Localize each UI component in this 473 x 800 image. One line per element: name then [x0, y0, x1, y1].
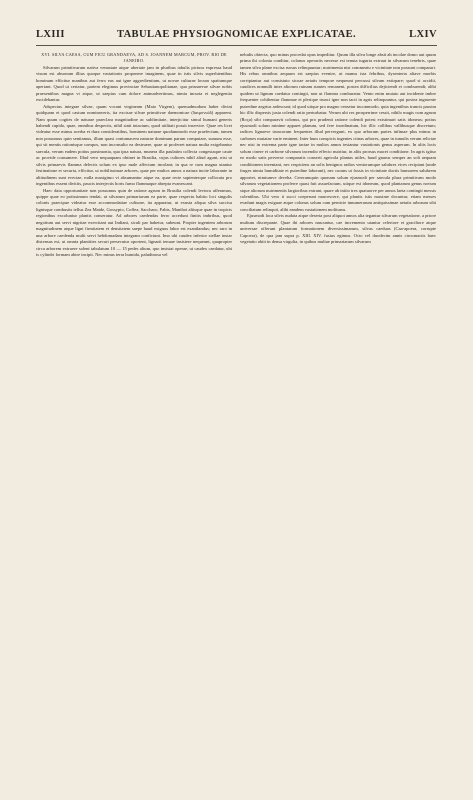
right-column: [240, 52, 436, 246]
plate-title: XVI. SILVA CAESA, CUM FICU GRANDAEVA, AD S. JOANNEM MARCUM, PROV. RIO DE JANEIRO.: [41, 52, 227, 64]
paragraph: Silvarum primitivarum nativa venustate atque ubertate jam in pluribus tabulis pictura expressa haud visum est absonum illius quoque vastationis proponere imaginem, quae in istis silvis superhientibus hominum efficitur manibus aut ferro eas aut igne aggredientium, ut novae culturae locum spatiumque aperiant. Quod ut certatur, partem elegimus provinciae Sebastianopolitanae, qua prisnaevae silvae nobis praesentibus magna vi atque, ut saepius cum dolore animadvertimus, nimia incuria et neglegentia excidebantur.: [36, 64, 232, 103]
paragraph: Adspectus integrae silvae, quam vocant virgineam (Mato Virgem), quemadmodum haber divini quidquam et quod castum nominaveris, ita excisae silvae primitivae daemonicae (δαιμονιώδ) apparent. Nam quum cogites de naturae praeclara magnitudine ac sublimitate, interjicitur simul humani generis habendi cupido, quae, omnibus despectis, nihil sinit intactum, quod utilitati possit inservire. Quae res licet videatur esse minus acerba et dura consideratibus, hominem naturae quodammodo esse praefectum, tamen non possumus quin sentiamus, illum quasi contumacem naturae dominum parum computare, sumum esse, qui sit mentis rationisque compos, non inconsulto ea destruere, quae ut proferret natura multa exigebantur saecula, verum eadem potius parsimonia, qua ipsa natura, munera illa paulatim collecta congestaque caute ac provide consumere. Illud vero nequaquam obtinet in Brasilia, cujus cultores nihil aliud agunt, nisi ut silvis primaevis flamma delectis solum ex ipso male affectum incolant; in qua re cum magna utantur festinatione et securia, efficitur, ut nobilissimae arbores, quae per multos annos a natura incite laborante in altitudinem sunt evectae, nulla maxigimo vi absumantur atque ea, quae recte sapienterque collocata pro ingentibus essent divitiis, paucis interjectis horis fumo flammaque abrepta evanescant.: [36, 103, 232, 187]
page-number-right: LXIV: [409, 29, 437, 40]
running-header: [36, 29, 437, 41]
header-rule: [36, 45, 437, 46]
running-title: TABULAE PHYSIOGNOMICAE EXPLICATAE.: [116, 29, 357, 40]
left-column: [36, 52, 232, 259]
paragraph: Ejusmodi loca silvis nudata atque deserta post aliquot annos alia tegantur silvarum vegetatione, a priore multum discrepante. Quae ibi arbores nascuntur, cae incremento utantur celeriore et graciliore atque universae offerunt plantarum formationem diversissimarum, silvas caeduas (Caa-apoera, corrupte Capoera), de qua jam supra p. XIII. XIV. fusius egimus. Octo vel duodecim annis circumactis haec vegetatio abiit in densa virgulta, in quibus multae primariarum silvarum: [240, 213, 436, 245]
page-number-left: LXIII: [36, 29, 65, 40]
paragraph: Haec data opportunitate non possumus quin de ratione agrum in Brasilia colendi leviora afferamus, quippe quae eo potissimum tendat, ut silvarum primariarum ea parte, quae respectu habito loci singulis colonis praecipue videatur esse accommodatiae culturae, ita apparatur, ut exusta aliqua silva succisa lignisque combustis tellus Zea Maide, Gossypio, Coffea, Saccharo, Fabis, Manihot aliisque quae in tropicis regionibus excoluntur plantis conseratur. Ad arbores caedendas ferro accedunt finitis imbribus, quod negotium aut servi nigritae exercitant aut Indiani, siculi par habetur, subeunt. Propter ingentem arborum magnitudinem atque ligni firmitatem et densitatem saepe haud exiguus labor est exantlandus; nec raro in una arbore caedenda multi servi hebdomadam integram conficiunt. Imo ubi caudex inferior stellae instar distensus est, ut omnia plantities securi persecutur oportent, lignarii tenuae insistere nequeunt, quapropter circa arborem extruere solent tabulatum 10 — 15 pedes altum, quo insistat operae, ut caudex caedatur, ubi is cylindri formam abire incipit. Nec minus terra humida, paludinosa vel: [36, 187, 232, 258]
paragraph: nebulis obtecta, quo minus procedat opus impeditur. Quum illa silva longe absit ab incolae domo aut quum prima ibi colonia conditur, colonus operariis necesse est tenuia tuguria extruat in silvarum tenebris, quae tamen silva plane excisa rursus relinquuntur; nutrimenta nisi commeatu e vicinitate non possunt comparari. His rebus omnibus aequum est saepius evenire, ut manus ista febribus, dysenteria aliave morbis corripiantur aut consistuto sicoae aetatis tempore nequeunt percussi silvam extirpare; quod si accidit, caudices nonnulli inter aliorum ruinam stantes remanent, postea difficilius dejiciendi et comburendi; alibi quidem ut lignum caedatur contingit, non ut flamma comburatur. Vento enim mutato aut incidente imbre frequenter cohibentur flammae et plerique trunci igne non tacti in agris relinquuntur, qui postea ingruente putredine aegrius ardescunt; id quod utique pro magno censetur incommodo, quia ingentibus truncis passim hic illic dispersis justa colendi ratio perturbatur. Verum ubi res prosperrime cessit, nihilo magis cum agrum (Roça) sibi comparavit colonus, qui pro prudenti ratione colendi potest existimari satis idoneus; potius ejusmodi solum minime apparet planum, sed fere inordinatum, hic illic collibus vallibusque discretum; radices lignaeve truncorum frequentes illud pervergunt, ex quo arborum partes infimae plus minus in carbones mutatae varie eminent. Inter hum conspicis ingentes ciinas arbores, quae in tumulis verum relictae nec nisi in extrema parte igne tactae in multos annos testantur vastationis genus asperum. In aliis locis solum cinere et carbone silvarum incendio effecto nutritur, in aliis prorsus macet conditione. In agris igitur eo modo satis perverse comparatis conserit agricola plantas utiles, haud gnarus semper an soli aequam conditionem inveniant, nec respiciens an solis benignos radios ventorumque salubres vices recipiant (unde fruges nimia humiditate et putredine laborant), nec curans ut fossis in vicinitate ductis humorem salubrem apportet, nimiumve deveha. Cererumquin quonam solum ejusmodi per saecula plura primitivam modo silvarum vegetationem proferre quasi fuit assuefactum, utique est idoneum, quod plantarum genus novum sique aliorum nutrimentis largioribus extrant, quare ab initio tres quatuorve per annos laeta contingit messis colentibus. Ubi vero ii succi coeperunt marcescere, qui plantis istis maxime docuntur, etiam messes evadunt magis exiguae atque colonus solum cum pernicie innumerarum antiquissimae aetatis arborum sibi conciliatum relinquit, alibi eandem vastationem moliturus.: [240, 52, 436, 212]
